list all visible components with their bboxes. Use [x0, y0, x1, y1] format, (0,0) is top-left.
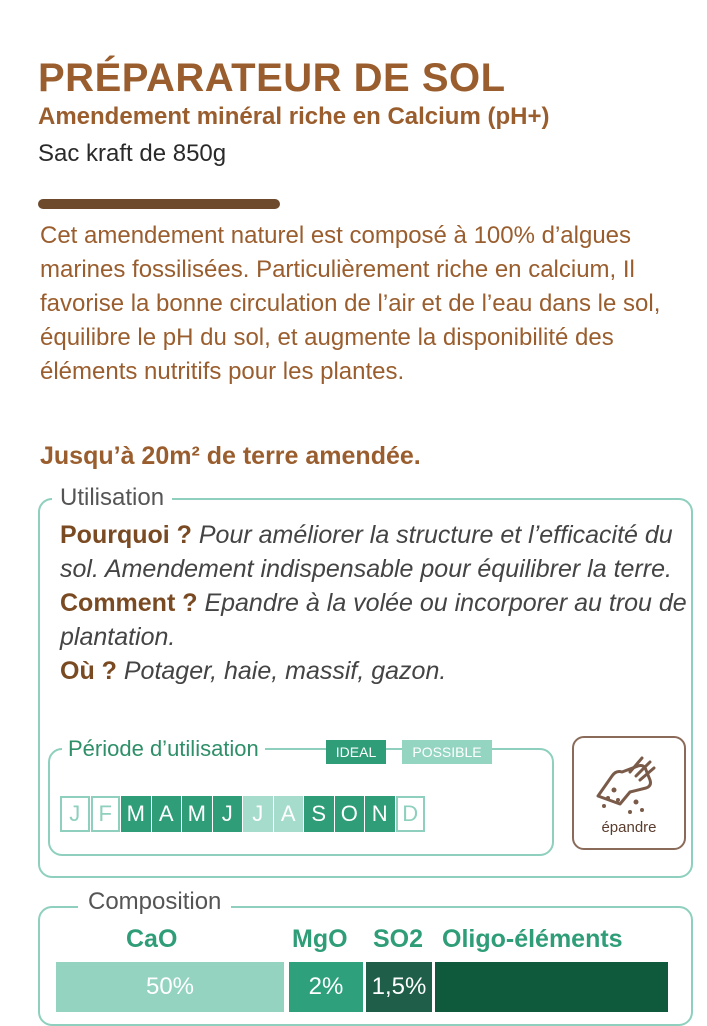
how-label: Comment ? [60, 589, 198, 617]
divider [38, 199, 280, 209]
month-cell: A [152, 796, 182, 832]
ideal-legend-badge: IDEAL [326, 740, 386, 764]
period-legend: Période d’utilisation [62, 736, 265, 762]
product-subtitle: Amendement minéral riche en Calcium (pH+) [38, 103, 550, 130]
why-label: Pourquoi ? [60, 521, 192, 549]
mgo-value-bar: 2% [289, 962, 363, 1012]
hand-spreading-icon [590, 746, 666, 818]
month-cell: A [274, 796, 304, 832]
coverage-text: Jusqu’à 20m² de terre amendée. [40, 442, 421, 470]
cao-header: CaO [126, 925, 178, 953]
why-text: Pour améliorer la structure et l’efficacité du sol. Amendement indispensable pour équilibrer la terre. [60, 521, 673, 583]
month-cell: M [182, 796, 212, 832]
utilisation-text [60, 518, 690, 688]
product-description: Cet amendement naturel est composé à 100% d’algues marines fossilisées. Particulièrement riche en calcium, Il favorise la bonne circulation de l’air et de l’eau dans le sol, équilibre le pH du sol, et augmente la disponibilité des éléments nutritifs pour les plantes. [40, 222, 661, 385]
month-cell: F [91, 796, 121, 832]
where-text: Potager, haie, massif, gazon. [116, 657, 447, 685]
month-calendar [60, 796, 426, 832]
where-label: Où ? [60, 657, 117, 685]
composition-legend: Composition [78, 888, 231, 916]
cao-value-bar: 50% [56, 962, 284, 1012]
so2-header: SO2 [373, 925, 424, 953]
so2-value-bar: 1,5% [366, 962, 432, 1012]
possible-legend-badge: POSSIBLE [402, 740, 492, 764]
how-text: Epandre à la volée ou incorporer au trou de plantation. [60, 589, 687, 651]
month-cell: N [365, 796, 395, 832]
spread-label: épandre [601, 819, 657, 836]
month-cell: M [121, 796, 151, 832]
month-cell: J [243, 796, 273, 832]
product-title: PRÉPARATEUR DE SOL [38, 56, 506, 100]
month-cell: J [60, 796, 90, 832]
oligo-value-bar [435, 962, 668, 1012]
month-cell: J [213, 796, 243, 832]
utilisation-legend: Utilisation [52, 484, 172, 512]
mgo-header: MgO [292, 925, 348, 953]
oligo-header: Oligo-éléments [442, 925, 623, 953]
month-cell: S [304, 796, 334, 832]
month-cell: D [396, 796, 426, 832]
packaging-text: Sac kraft de 850g [38, 140, 227, 167]
month-cell: O [335, 796, 365, 832]
